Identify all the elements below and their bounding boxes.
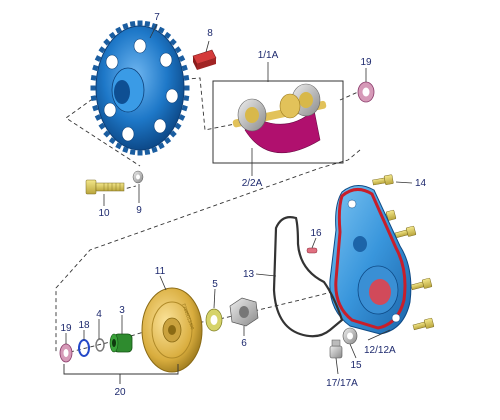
gear-tooth (144, 149, 150, 155)
callout-9: 9 (136, 205, 142, 216)
callout-5: 5 (212, 279, 218, 290)
callout-8: 8 (207, 28, 213, 39)
washer-part-5 (206, 309, 222, 331)
gear-tooth (185, 86, 190, 91)
pump-housing-part-12 (330, 185, 411, 334)
gear-tooth (91, 75, 97, 81)
callout-6: 6 (241, 338, 247, 349)
callout-1-1a: 1/1A (257, 50, 279, 61)
gear-tooth (144, 21, 150, 27)
gear-tooth (91, 86, 96, 91)
callout-18: 18 (78, 320, 90, 331)
washer-part-9 (133, 171, 143, 183)
gear-tooth (130, 149, 136, 155)
callout-3: 3 (119, 305, 125, 316)
gear-tooth (184, 95, 190, 101)
callout-2-2a: 2/2A (241, 178, 263, 189)
callout-20: 20 (114, 387, 126, 398)
gear-tooth (184, 75, 190, 81)
callout-19-top: 19 (360, 57, 372, 68)
key-part-8 (193, 50, 216, 70)
washer-part-19-top (358, 82, 374, 102)
gear-tooth (138, 151, 143, 156)
nut-part-6 (230, 298, 258, 326)
callout-12-12a: 12/12A (364, 345, 396, 356)
callout-10: 10 (98, 208, 110, 219)
gear-tooth (138, 21, 143, 26)
callout-17-17a: 17/17A (326, 378, 358, 389)
callout-19-bottom: 19 (60, 323, 72, 334)
impeller-part-11 (142, 288, 202, 372)
callout-7: 7 (154, 12, 160, 23)
callout-13: 13 (243, 269, 255, 280)
gear-tooth (130, 21, 136, 27)
gear-part-7 (91, 21, 190, 156)
bolt-part-10 (86, 180, 124, 194)
balance-shaft-part-1 (232, 84, 327, 153)
gear-tooth (91, 95, 97, 101)
callout-4: 4 (96, 309, 102, 320)
pin-part-16 (307, 248, 317, 253)
callout-11: 11 (154, 266, 166, 277)
callout-16: 16 (310, 228, 322, 239)
callout-14: 14 (415, 178, 427, 189)
callout-15: 15 (350, 360, 362, 371)
impeller-engraving: 77335013400 (181, 302, 196, 331)
sleeve-part-3 (110, 334, 132, 352)
washer-part-19-bottom (60, 344, 72, 362)
seal-part-15 (343, 328, 357, 344)
drain-plug-part-17 (330, 340, 342, 358)
